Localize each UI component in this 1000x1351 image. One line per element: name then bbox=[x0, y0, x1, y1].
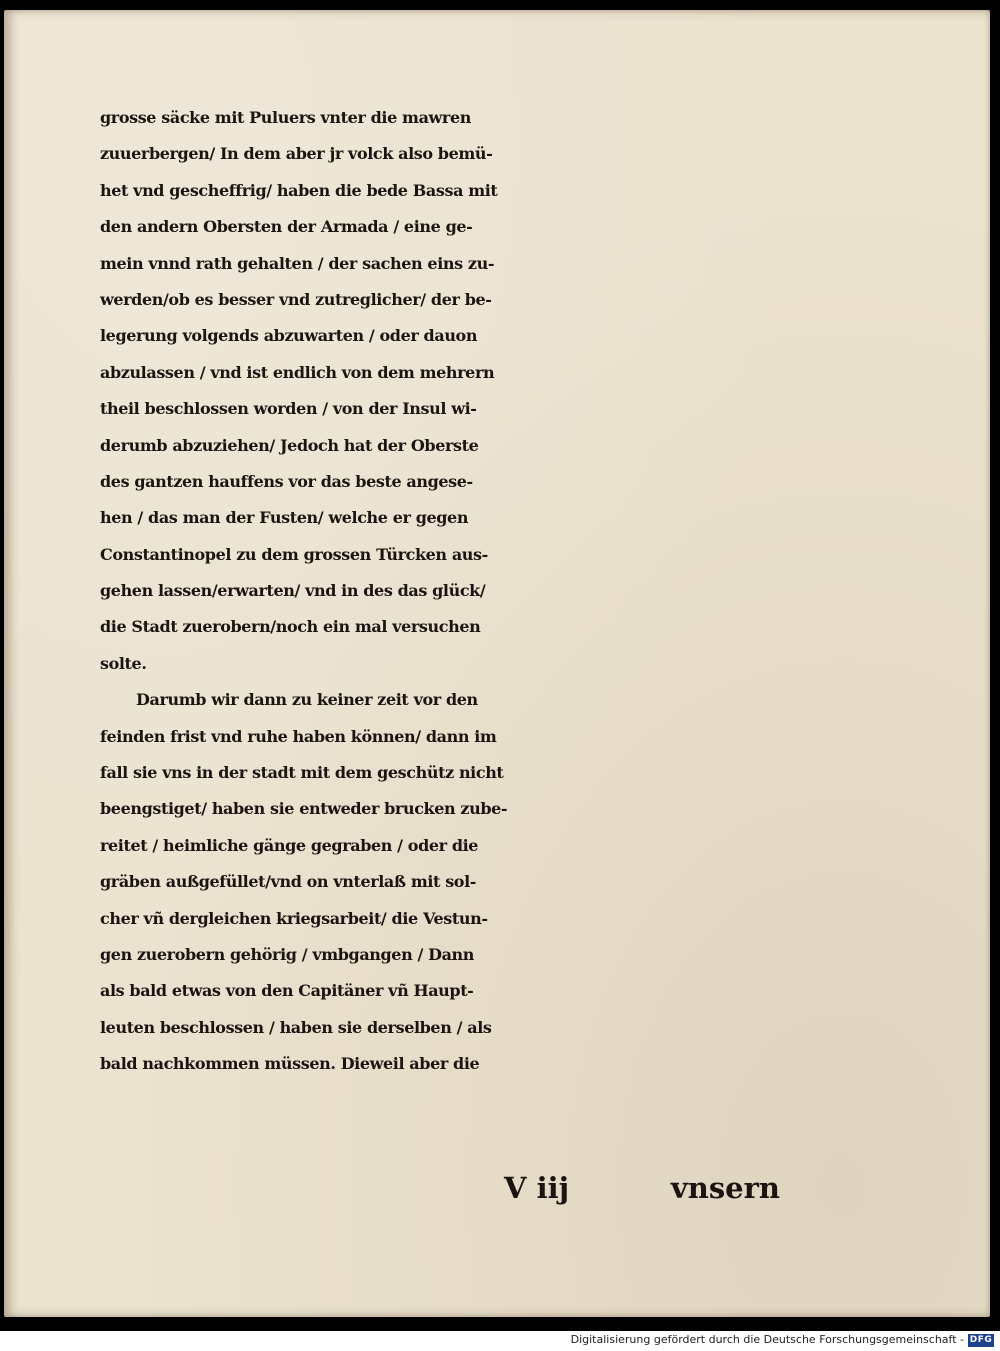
text-line: werden/ob es besser vnd zutreglicher/ der be- bbox=[100, 289, 492, 309]
text-line: het vnd gescheffrig/ haben die bede Bassa mit bbox=[100, 180, 498, 200]
text-line: des gantzen hauffens vor das beste angese- bbox=[100, 471, 473, 491]
catchword: vnsern bbox=[670, 1171, 780, 1205]
text-line: Darumb wir dann zu keiner zeit vor den bbox=[136, 690, 478, 710]
text-line: beengstiget/ haben sie entweder brucken zube- bbox=[100, 799, 508, 819]
signature-mark: V iij bbox=[504, 1171, 570, 1205]
text-line: theil beschlossen worden / von der Insul wi- bbox=[100, 399, 477, 419]
text-line: Constantinopel zu dem grossen Türcken aus- bbox=[100, 544, 488, 564]
text-line: hen / das man der Fusten/ welche er gegen bbox=[100, 508, 469, 528]
text-line: feinden frist vnd ruhe haben können/ dann im bbox=[100, 726, 497, 746]
text-line: cher vñ dergleichen kriegsarbeit/ die Vestun- bbox=[100, 908, 488, 928]
text-line: gen zuerobern gehörig / vmbgangen / Dann bbox=[100, 944, 475, 964]
text-line: abzulassen / vnd ist endlich von dem mehrern bbox=[100, 362, 495, 382]
text-line: die Stadt zuerobern/noch ein mal versuchen bbox=[100, 617, 481, 637]
book-page bbox=[4, 10, 990, 1317]
text-line: den andern Obersten der Armada / eine ge- bbox=[100, 217, 473, 237]
text-line: zuuerbergen/ In dem aber jr volck also bemü- bbox=[100, 144, 493, 164]
text-line: gräben außgefüllet/vnd on vnterlaß mit sol- bbox=[100, 872, 476, 892]
text-line: legerung volgends abzuwarten / oder dauon bbox=[100, 326, 478, 346]
credit-bar bbox=[0, 1331, 1000, 1351]
text-line: leuten beschlossen / haben sie derselben / als bbox=[100, 1017, 492, 1037]
funding-credit: Digitalisierung gefördert durch die Deutsche Forschungsgemeinschaft - bbox=[570, 1333, 964, 1346]
text-line: bald nachkommen müssen. Dieweil aber die bbox=[100, 1054, 480, 1074]
text-line: fall sie vns in der stadt mit dem geschütz nicht bbox=[100, 763, 504, 783]
text-line: solte. bbox=[100, 653, 147, 673]
main-text bbox=[100, 100, 800, 1083]
text-line: mein vnnd rath gehalten / der sachen eins zu- bbox=[100, 253, 495, 273]
text-line: derumb abzuziehen/ Jedoch hat der Oberste bbox=[100, 435, 479, 455]
text-line: gehen lassen/erwarten/ vnd in des das glück/ bbox=[100, 581, 486, 601]
text-line: als bald etwas von den Capitäner vñ Haupt- bbox=[100, 981, 474, 1001]
dfg-logo: DFG bbox=[969, 1335, 993, 1345]
text-line: reitet / heimliche gänge gegraben / oder die bbox=[100, 835, 479, 855]
page-footer bbox=[100, 1168, 780, 1208]
text-line: grosse säcke mit Puluers vnter die mawren bbox=[100, 108, 471, 127]
